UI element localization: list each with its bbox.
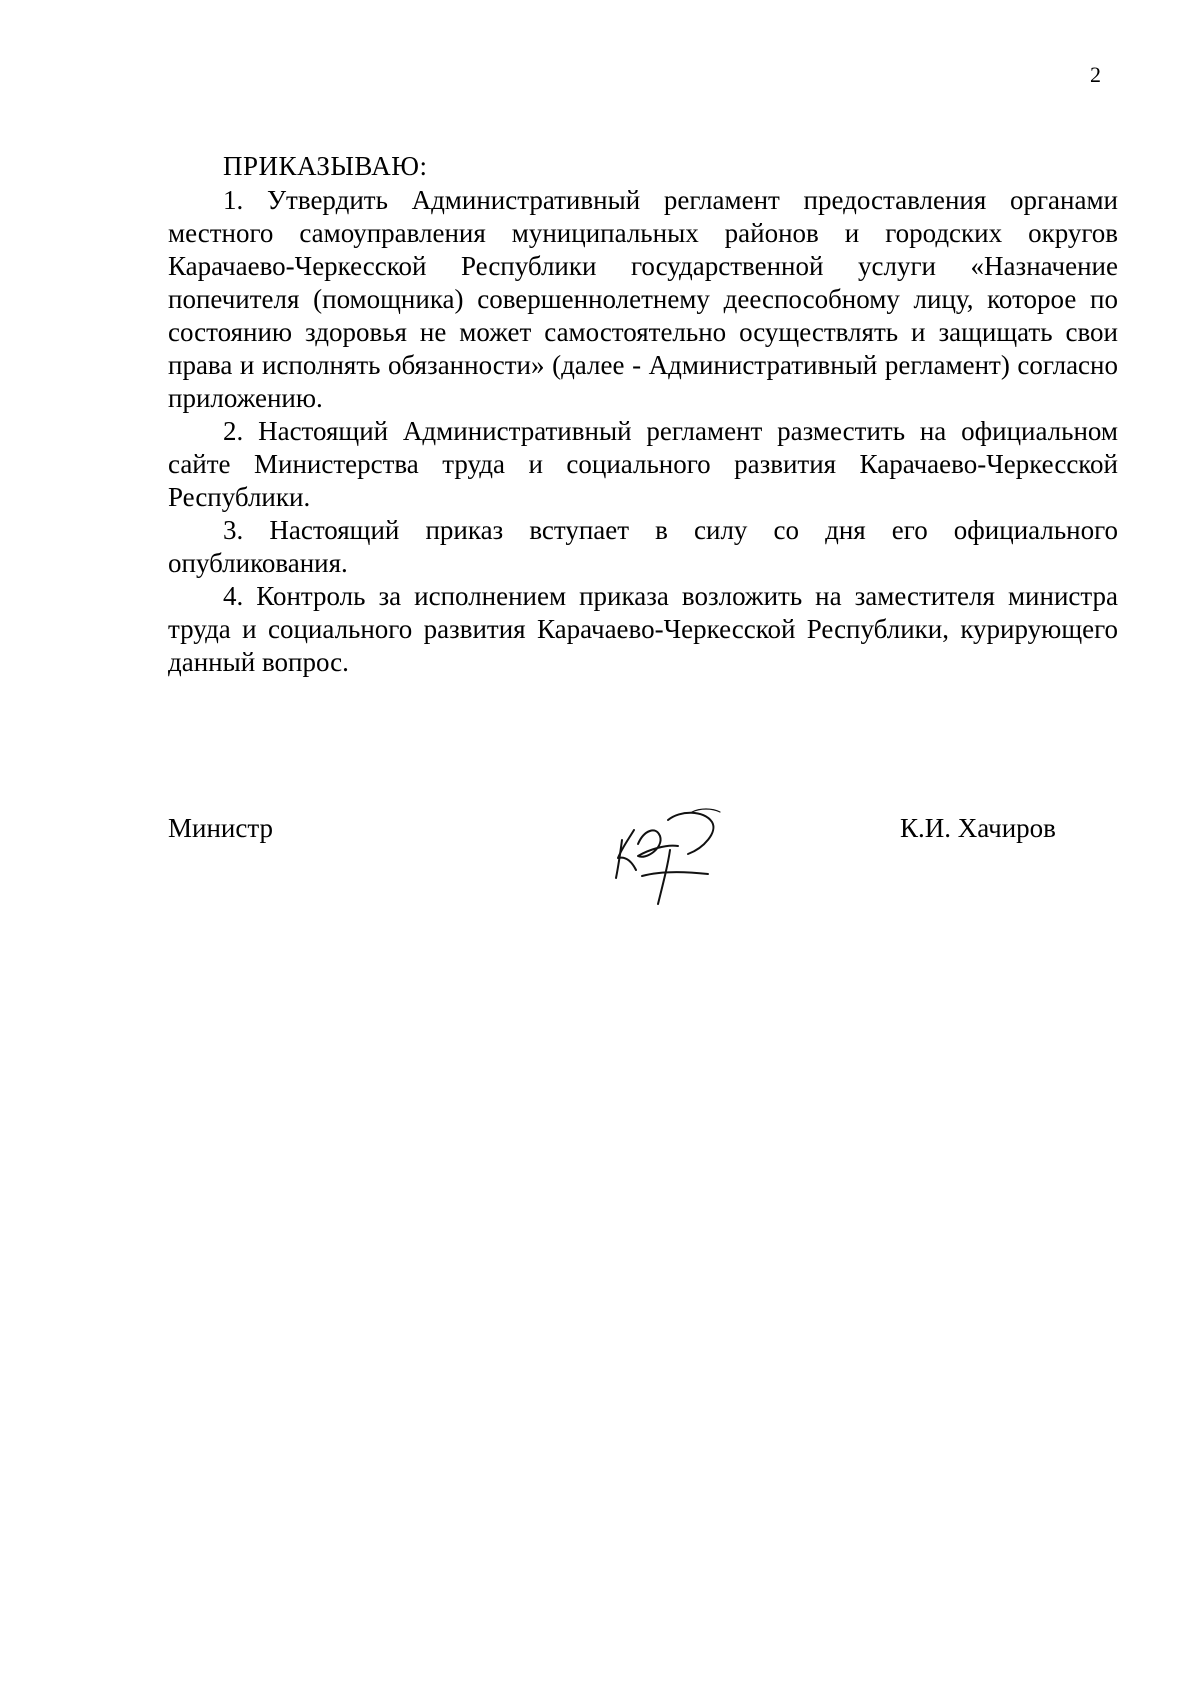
- signatory-title: Министр: [168, 813, 273, 843]
- order-item-4: 4. Контроль за исполнением приказа возложить на заместителя министра труда и социального развития Карачаево-Черкесской Республики, курирующего данный вопрос.: [168, 581, 1118, 677]
- order-body: [168, 150, 1118, 679]
- order-item-1: 1. Утвердить Административный регламент предоставления органами местного самоуправления муниципальных районов и городских округов Карачаево-Черкесской Республики государственной услуги «Назначение попечителя (помощника) совершеннолетнему дееспособному лицу, которое по состоянию здоровья не может самостоятельно осуществлять и защищать свои права и исполнять обязанности» (далее - Административный регламент) согласно приложению.: [168, 185, 1118, 413]
- page-number: 2: [1090, 62, 1101, 87]
- handwritten-signature: [608, 800, 728, 910]
- order-item-3: 3. Настоящий приказ вступает в силу со дня его официального опубликования.: [168, 515, 1118, 578]
- order-item-2: 2. Настоящий Административный регламент разместить на официальном сайте Министерства труда и социального развития Карачаево-Черкесской Республики.: [168, 416, 1118, 512]
- order-heading: ПРИКАЗЫВАЮ:: [223, 151, 428, 181]
- signatory-name: К.И. Хачиров: [900, 813, 1056, 843]
